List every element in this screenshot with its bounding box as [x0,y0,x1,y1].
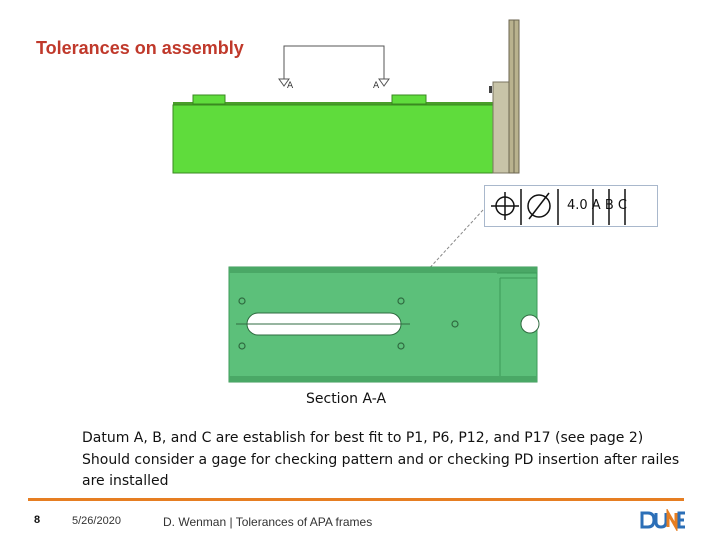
footer-text: D. Wenman | Tolerances of APA frames [163,515,373,529]
datum-label-a-right: A [373,81,380,91]
notes-line-1: Datum A, B, and C are establish for best fit to P1, P6, P12, and P17 (see page 2) [82,430,644,446]
fcf-tolerance-text: 4.0 A B C [567,198,627,213]
footer-rule [28,498,684,501]
notes-line-2: Should consider a gage for checking pattern and or checking PD insertion after railes [82,451,680,468]
notes-text [82,428,712,493]
section-label: Section A-A [306,391,387,407]
page-number: 8 [34,514,41,526]
frame-top-view [173,20,519,173]
dune-logo-icon [640,509,686,531]
feature-control-frame [484,185,658,227]
slide-title: Tolerances on assembly [36,38,244,58]
section-cut-line [279,46,389,86]
footer-date: 5/26/2020 [72,515,121,527]
section-view [229,267,539,382]
notes-line-3: are installed [82,473,169,489]
datum-label-a-left: A [287,81,294,91]
